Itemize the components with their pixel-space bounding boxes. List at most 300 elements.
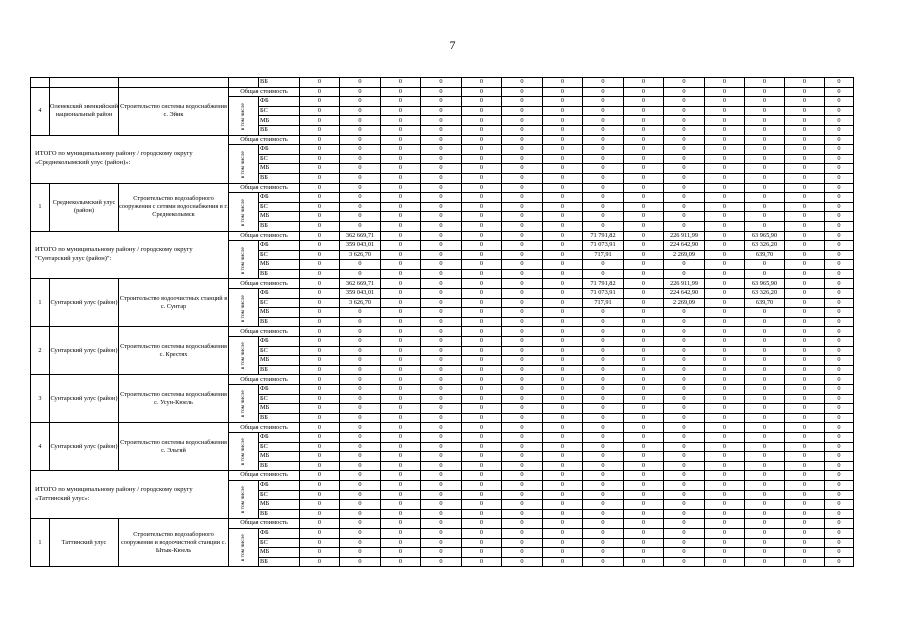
value-cell: 0 [664,365,705,375]
vtom-cell [229,241,259,279]
value-cell: 0 [502,327,543,337]
value-cell: 0 [543,480,583,490]
value-cell: 0 [745,337,785,347]
source-label: БС [259,538,300,548]
value-cell: 0 [624,183,664,193]
value-cell: 0 [624,548,664,558]
value-cell: 0 [462,404,502,414]
total-label: Общая стоимость [229,375,300,385]
value-cell: 0 [745,221,785,231]
value-cell: 0 [300,193,340,203]
value-cell: 0 [583,404,624,414]
value-cell: 0 [705,452,745,462]
value-cell: 0 [381,145,421,155]
itog-cell: ИТОГО по муниципальному району / городскому округу "Сунтарский улус (район)": [31,231,229,279]
source-label: МБ [259,452,300,462]
num-cell: 4 [31,423,50,471]
value-cell: 0 [745,212,785,222]
value-cell: 0 [705,298,745,308]
value-cell: 0 [543,164,583,174]
value-cell: 0 [664,490,705,500]
value-cell: 0 [624,365,664,375]
value-cell: 639,70 [745,298,785,308]
value-cell: 0 [705,385,745,395]
value-cell: 0 [785,480,825,490]
value-cell: 0 [705,231,745,241]
value-cell: 0 [300,375,340,385]
value-cell: 0 [381,480,421,490]
value-cell: 0 [421,269,462,279]
value-cell: 0 [543,154,583,164]
value-cell: 0 [421,173,462,183]
source-label: МБ [259,500,300,510]
value-cell: 0 [421,298,462,308]
value-cell: 0 [583,548,624,558]
value-cell: 0 [745,269,785,279]
value-cell: 0 [664,125,705,135]
value-cell: 0 [543,193,583,203]
value-cell: 0 [300,394,340,404]
value-cell: 0 [664,375,705,385]
value-cell: 0 [745,423,785,433]
value-cell: 0 [583,87,624,97]
value-cell: 0 [543,461,583,471]
value-cell: 0 [664,480,705,490]
value-cell: 0 [745,125,785,135]
value-cell: 0 [462,183,502,193]
value-cell: 0 [785,116,825,126]
value-cell: 0 [624,145,664,155]
value-cell: 0 [502,346,543,356]
value-cell: 717,91 [583,250,624,260]
value-cell: 0 [583,78,624,88]
value-cell: 0 [421,461,462,471]
value-cell: 0 [825,202,854,212]
value-cell: 0 [583,202,624,212]
value-cell: 0 [502,394,543,404]
value-cell: 0 [825,346,854,356]
value-cell: 0 [340,308,381,318]
value-cell: 0 [300,154,340,164]
vtom-label: в том числе [239,342,246,370]
value-cell: 0 [543,385,583,395]
value-cell: 0 [300,365,340,375]
value-cell: 0 [664,356,705,366]
value-cell: 0 [381,298,421,308]
value-cell: 0 [825,298,854,308]
value-cell: 0 [502,106,543,116]
value-cell: 0 [502,404,543,414]
vtom-cell [229,289,259,327]
value-cell: 2 269,09 [664,298,705,308]
district-cell: Сунтарский улус (район) [50,375,119,423]
value-cell: 0 [462,519,502,529]
district-cell: Сунтарский улус (район) [50,279,119,327]
value-cell: 0 [462,557,502,567]
value-cell: 0 [825,154,854,164]
value-cell: 0 [624,327,664,337]
value-cell: 0 [745,385,785,395]
value-cell: 0 [300,404,340,414]
value-cell: 0 [785,135,825,145]
value-cell: 0 [462,317,502,327]
value-cell: 0 [421,442,462,452]
value-cell: 0 [664,528,705,538]
value-cell: 0 [543,452,583,462]
value-cell: 0 [664,423,705,433]
value-cell: 0 [462,337,502,347]
value-cell: 0 [462,308,502,318]
value-cell: 0 [785,509,825,519]
value-cell: 0 [340,173,381,183]
value-cell: 0 [543,413,583,423]
value-cell: 0 [421,97,462,107]
value-cell: 0 [705,337,745,347]
value-cell: 0 [502,202,543,212]
value-cell: 0 [745,538,785,548]
value-cell: 0 [745,528,785,538]
value-cell: 0 [300,317,340,327]
value-cell: 0 [624,452,664,462]
value-cell: 0 [705,87,745,97]
table-body [31,78,854,567]
value-cell: 0 [825,519,854,529]
value-cell: 0 [664,500,705,510]
value-cell: 0 [543,327,583,337]
value-cell: 0 [543,394,583,404]
value-cell: 0 [785,279,825,289]
value-cell: 0 [624,279,664,289]
value-cell: 0 [462,394,502,404]
source-label: МБ [259,548,300,558]
value-cell: 0 [825,442,854,452]
value-cell: 0 [462,202,502,212]
value-cell: 0 [664,346,705,356]
value-cell: 0 [583,221,624,231]
value-cell: 0 [825,317,854,327]
value-cell: 0 [624,260,664,270]
value-cell: 0 [462,164,502,174]
value-cell: 0 [300,164,340,174]
value-cell: 3 626,70 [340,298,381,308]
value-cell: 0 [624,78,664,88]
value-cell: 0 [421,337,462,347]
value-cell: 0 [421,231,462,241]
value-cell: 0 [785,250,825,260]
value-cell: 0 [543,356,583,366]
value-cell: 0 [825,78,854,88]
value-cell: 0 [664,78,705,88]
value-cell: 0 [543,557,583,567]
vtom-cell [229,78,259,88]
source-label: ВБ [259,221,300,231]
value-cell: 0 [421,480,462,490]
value-cell: 0 [300,202,340,212]
value-cell: 0 [421,375,462,385]
value-cell: 0 [785,308,825,318]
value-cell: 0 [421,193,462,203]
source-label: БС [259,106,300,116]
value-cell: 0 [300,78,340,88]
value-cell: 0 [745,106,785,116]
value-cell: 0 [825,279,854,289]
value-cell: 0 [705,548,745,558]
value-cell: 0 [705,135,745,145]
value-cell: 0 [785,327,825,337]
value-cell: 0 [462,442,502,452]
value-cell: 362 669,71 [340,279,381,289]
value-cell: 0 [300,327,340,337]
value-cell: 0 [462,500,502,510]
value-cell: 0 [785,528,825,538]
value-cell: 0 [381,97,421,107]
value-cell: 0 [664,193,705,203]
value-cell: 0 [300,116,340,126]
value-cell: 0 [421,145,462,155]
value-cell: 359 043,01 [340,241,381,251]
value-cell: 0 [462,356,502,366]
value-cell: 0 [705,260,745,270]
project-cell [119,78,229,88]
value-cell: 0 [381,308,421,318]
value-cell: 0 [705,394,745,404]
value-cell: 0 [340,509,381,519]
value-cell: 0 [340,394,381,404]
value-cell: 0 [583,346,624,356]
value-cell: 0 [745,548,785,558]
source-label: МБ [259,212,300,222]
value-cell: 0 [340,500,381,510]
value-cell: 0 [381,212,421,222]
value-cell: 0 [462,548,502,558]
source-label: ФБ [259,193,300,203]
district-cell: Сунтарский улус (район) [50,327,119,375]
value-cell: 0 [340,490,381,500]
value-cell: 0 [340,548,381,558]
value-cell: 0 [624,289,664,299]
value-cell: 0 [705,164,745,174]
value-cell: 0 [543,346,583,356]
value-cell: 0 [583,538,624,548]
value-cell: 0 [300,298,340,308]
value-cell: 0 [543,250,583,260]
value-cell: 0 [785,154,825,164]
value-cell: 0 [543,173,583,183]
value-cell: 0 [421,183,462,193]
value-cell: 226 911,99 [664,279,705,289]
num-cell: 1 [31,279,50,327]
value-cell: 0 [421,404,462,414]
value-cell: 0 [624,490,664,500]
value-cell: 0 [664,519,705,529]
value-cell: 0 [543,519,583,529]
value-cell: 0 [664,183,705,193]
value-cell: 0 [543,135,583,145]
value-cell: 0 [664,548,705,558]
value-cell: 0 [502,298,543,308]
value-cell: 0 [381,538,421,548]
num-cell: 4 [31,87,50,135]
value-cell: 0 [825,173,854,183]
value-cell: 0 [421,346,462,356]
value-cell: 0 [421,308,462,318]
value-cell: 0 [583,413,624,423]
value-cell: 0 [502,87,543,97]
value-cell: 0 [543,500,583,510]
value-cell: 0 [462,231,502,241]
value-cell: 0 [825,250,854,260]
value-cell: 0 [624,375,664,385]
value-cell: 0 [340,106,381,116]
value-cell: 0 [381,413,421,423]
value-cell: 0 [462,87,502,97]
value-cell: 0 [421,432,462,442]
value-cell: 0 [745,509,785,519]
value-cell: 0 [543,442,583,452]
value-cell: 0 [381,500,421,510]
value-cell: 0 [583,442,624,452]
value-cell: 0 [785,241,825,251]
value-cell: 0 [664,385,705,395]
value-cell: 0 [300,490,340,500]
value-cell: 0 [543,298,583,308]
value-cell: 639,70 [745,250,785,260]
value-cell: 0 [381,452,421,462]
value-cell: 0 [624,432,664,442]
value-cell: 0 [624,87,664,97]
value-cell: 0 [785,183,825,193]
value-cell: 0 [664,106,705,116]
value-cell: 0 [624,212,664,222]
source-label: БС [259,346,300,356]
value-cell: 0 [502,212,543,222]
value-cell: 0 [462,375,502,385]
value-cell: 0 [624,202,664,212]
vtom-cell [229,385,259,423]
value-cell: 0 [340,269,381,279]
source-label: ФБ [259,528,300,538]
vtom-cell [229,97,259,135]
value-cell: 0 [825,125,854,135]
value-cell: 0 [502,423,543,433]
value-cell: 0 [421,212,462,222]
value-cell: 0 [785,269,825,279]
value-cell: 0 [705,471,745,481]
value-cell: 0 [462,78,502,88]
value-cell: 0 [340,260,381,270]
value-cell: 0 [421,500,462,510]
value-cell: 0 [421,154,462,164]
value-cell: 0 [381,519,421,529]
value-cell: 0 [745,116,785,126]
value-cell: 362 669,71 [340,231,381,241]
value-cell: 0 [825,260,854,270]
value-cell: 0 [745,404,785,414]
value-cell: 0 [664,337,705,347]
value-cell: 0 [664,173,705,183]
value-cell: 0 [421,365,462,375]
value-cell: 0 [381,231,421,241]
value-cell: 0 [381,250,421,260]
value-cell: 0 [745,327,785,337]
value-cell: 0 [664,442,705,452]
total-label: Общая стоимость [229,327,300,337]
value-cell: 0 [300,241,340,251]
value-cell: 0 [543,279,583,289]
value-cell: 0 [664,317,705,327]
value-cell: 0 [300,413,340,423]
value-cell: 0 [340,317,381,327]
value-cell: 0 [502,500,543,510]
value-cell: 2 269,09 [664,250,705,260]
value-cell: 0 [381,193,421,203]
value-cell: 0 [502,125,543,135]
value-cell: 0 [785,404,825,414]
value-cell: 0 [300,231,340,241]
value-cell: 0 [502,308,543,318]
value-cell: 0 [421,317,462,327]
value-cell: 0 [583,173,624,183]
value-cell: 0 [624,116,664,126]
value-cell: 0 [502,221,543,231]
value-cell: 0 [381,78,421,88]
value-cell: 0 [421,221,462,231]
value-cell: 0 [381,183,421,193]
value-cell: 0 [462,145,502,155]
value-cell: 0 [462,173,502,183]
value-cell: 0 [745,87,785,97]
value-cell: 0 [745,135,785,145]
value-cell: 0 [705,308,745,318]
value-cell: 0 [543,471,583,481]
source-label: ВБ [259,173,300,183]
value-cell: 0 [745,78,785,88]
value-cell: 0 [300,471,340,481]
value-cell: 0 [745,394,785,404]
value-cell: 0 [340,327,381,337]
num-cell: 2 [31,327,50,375]
value-cell: 0 [705,461,745,471]
value-cell: 0 [462,471,502,481]
total-label: Общая стоимость [229,423,300,433]
value-cell: 0 [705,423,745,433]
value-cell: 0 [583,394,624,404]
value-cell: 0 [785,289,825,299]
value-cell: 0 [583,432,624,442]
value-cell: 0 [785,125,825,135]
value-cell: 0 [825,365,854,375]
value-cell: 0 [745,183,785,193]
value-cell: 0 [543,97,583,107]
value-cell: 0 [705,528,745,538]
value-cell: 0 [825,337,854,347]
value-cell: 0 [705,346,745,356]
value-cell: 0 [624,538,664,548]
value-cell: 0 [583,317,624,327]
value-cell: 0 [462,260,502,270]
value-cell: 0 [624,221,664,231]
value-cell: 63 326,20 [745,241,785,251]
value-cell: 0 [705,193,745,203]
value-cell: 0 [381,528,421,538]
value-cell: 0 [705,356,745,366]
value-cell: 0 [825,97,854,107]
value-cell: 0 [300,346,340,356]
value-cell: 0 [825,221,854,231]
value-cell: 0 [300,145,340,155]
value-cell: 0 [340,202,381,212]
value-cell: 0 [421,394,462,404]
